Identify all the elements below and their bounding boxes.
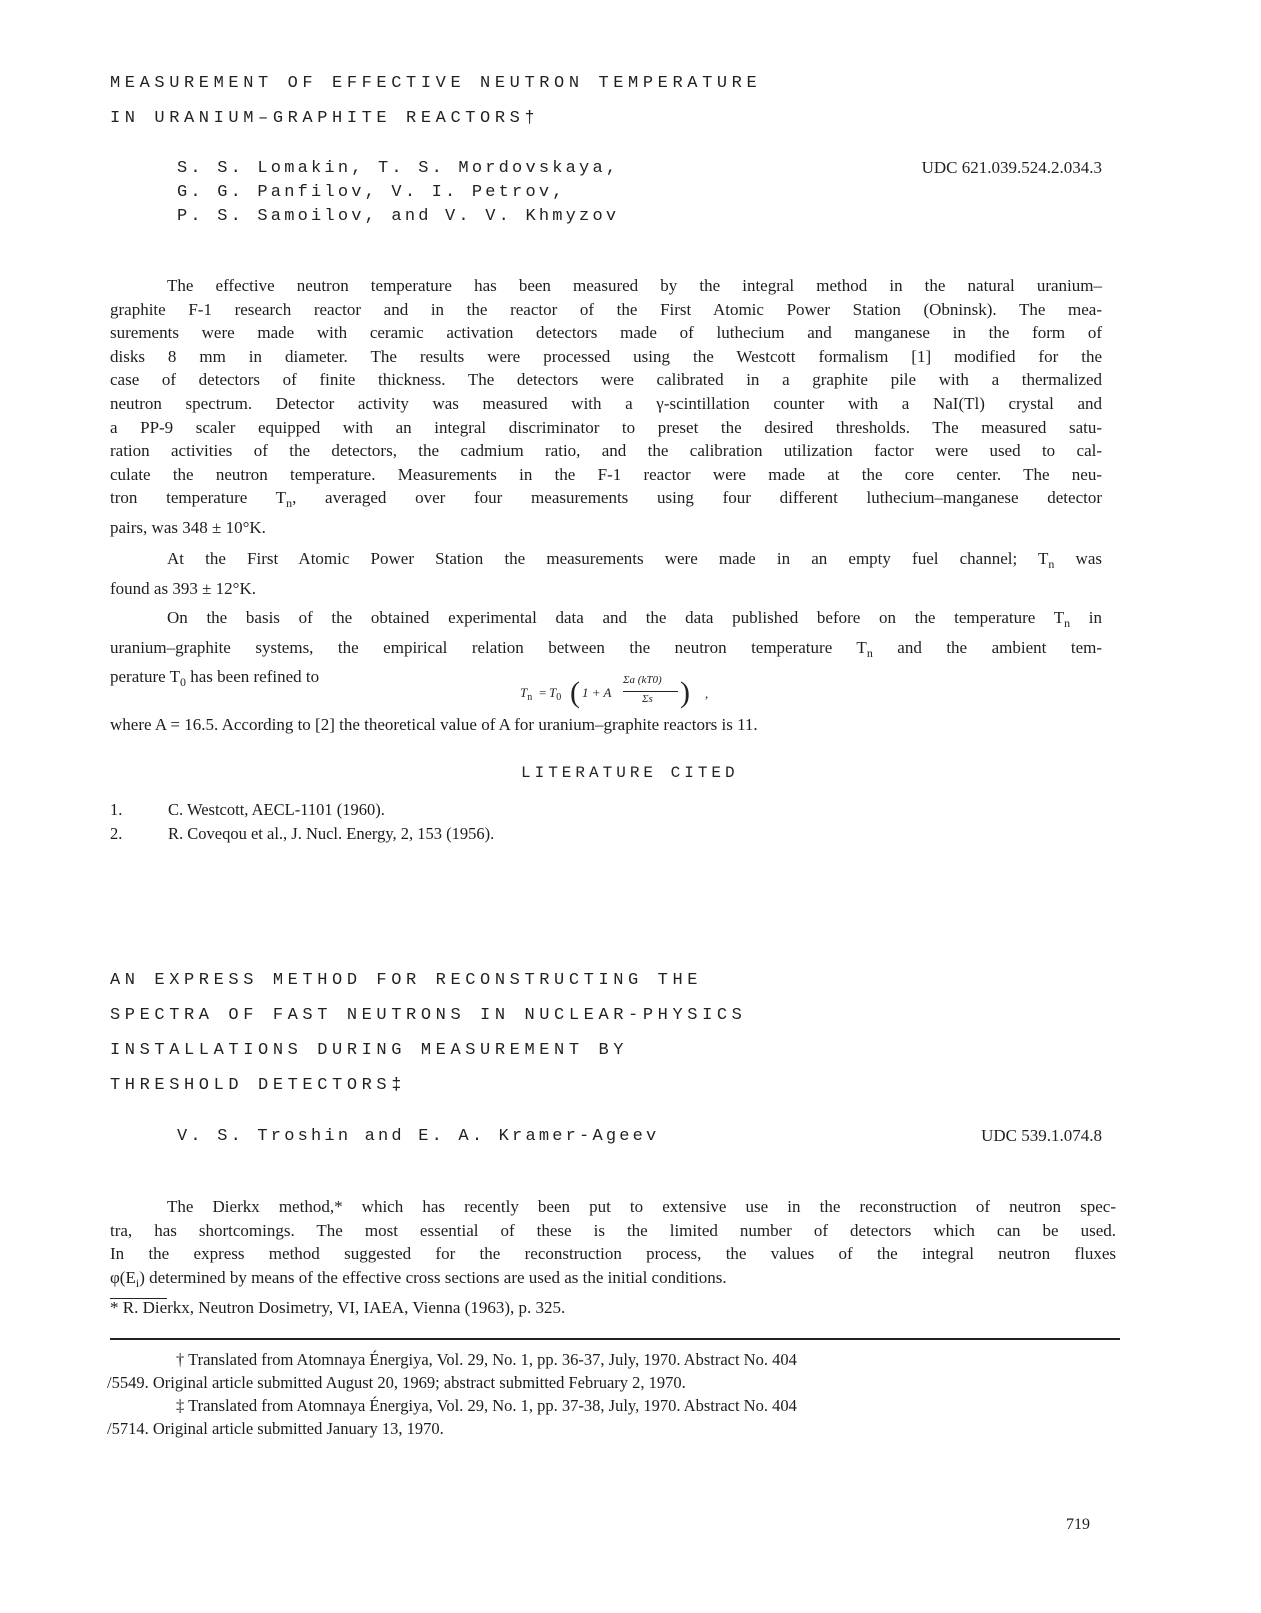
text-line: culate the neutron temperature. Measurements in the F-1 reactor were made at the core center. The neu-	[110, 464, 1102, 484]
subscript: 0	[180, 675, 187, 690]
text-line	[110, 547, 1102, 577]
text-line: case of detectors of finite thickness. The detectors were calibrated in a graphite pile with a thermalized	[110, 370, 1102, 390]
subscript: n	[286, 496, 293, 511]
text-line: tra, has shortcomings. The most essential of these is the limited number of detectors which can be used.	[110, 1220, 1116, 1240]
article2-authors: V. S. Troshin and E. A. Kramer-Ageev	[177, 1127, 660, 1146]
formula-rhs-t: $T_0$	[549, 685, 562, 703]
article2-udc: UDC 539.1.074.8	[981, 1126, 1102, 1145]
text-line: surements were made with ceramic activation detectors made of luthecium and manganese in the form of	[110, 323, 1102, 343]
subscript: n	[1064, 616, 1071, 630]
text-line: neutron spectrum. Detector activity was measured with a γ-scintillation counter with a NaI(Tl) crystal and	[110, 393, 1102, 413]
article1-title-line1: MEASUREMENT OF EFFECTIVE NEUTRON TEMPERATURE	[110, 74, 762, 93]
footnote-ddagger-line2: /5714. Original article submitted January 13, 1970.	[107, 1419, 444, 1438]
formula-lhs-subscript: n	[527, 692, 533, 703]
text-line: The Dierkx method,* which has recently been put to extensive use in the reconstruction of neutron spec-	[167, 1197, 1116, 1216]
text-line: ration activities of the detectors, the cadmium ratio, and the calibration utilization factor were used to cal-	[110, 441, 1102, 461]
text-line	[110, 636, 1102, 666]
article1-udc: UDC 621.039.524.2.034.3	[921, 158, 1102, 177]
text-run: in	[1070, 608, 1102, 627]
text-line	[110, 606, 1102, 636]
reference-text: C. Westcott, AECL-1101 (1960).	[168, 800, 385, 819]
reference-number: 2.	[110, 824, 123, 843]
article2-footnote-star: * R. Dierkx, Neutron Dosimetry, VI, IAEA, Vienna (1963), p. 325.	[110, 1298, 566, 1317]
formula-fraction-bar	[623, 691, 678, 692]
formula-open-paren: (	[570, 676, 580, 709]
subscript: n	[1048, 557, 1055, 571]
article2-paragraph-1	[110, 1195, 1116, 1295]
article1-paragraph-3	[110, 606, 1102, 695]
footnote-ddagger-line1: ‡ Translated from Atomnaya Énergiya, Vol. 29, No. 1, pp. 37-38, July, 1970. Abstract No. 404	[176, 1396, 797, 1415]
reference-list	[110, 798, 810, 848]
text-line: found as 393 ± 12°K.	[110, 578, 256, 598]
text-line	[110, 486, 1102, 516]
text-run: perature T	[110, 667, 181, 687]
article2-title-line3: INSTALLATIONS DURING MEASUREMENT BY	[110, 1041, 629, 1060]
article1-paragraph-4: where A = 16.5. According to [2] the theoretical value of A for uranium–graphite reactors is 11.	[110, 715, 758, 734]
text-line: graphite F-1 research reactor and in the reactor of the First Atomic Power Station (Obninsk). The mea-	[110, 299, 1102, 319]
text-run: φ(E	[110, 1267, 136, 1287]
text-run: and the ambient tem-	[872, 637, 1102, 657]
text-line: The effective neutron temperature has been measured by the integral method in the natural uranium–	[167, 276, 1102, 295]
reference-text: R. Coveqou et al., J. Nucl. Energy, 2, 153 (1956).	[168, 824, 495, 843]
author-line: P. S. Samoilov, and V. V. Khmyzov	[177, 207, 620, 226]
page-footnotes	[107, 1348, 1110, 1442]
article1-paragraph-2	[110, 547, 1102, 600]
text-line: pairs, was 348 ± 10°K.	[110, 517, 266, 537]
literature-cited-heading: LITERATURE CITED	[521, 764, 739, 782]
subscript: n	[866, 645, 873, 660]
text-run: , averaged over four measurements using four different luthecium–manganese detector	[292, 488, 1102, 508]
text-line: a PP-9 scaler equipped with an integral discriminator to preset the desired thresholds. The measured satu-	[110, 417, 1102, 437]
article2-title-line2: SPECTRA OF FAST NEUTRONS IN NUCLEAR-PHYSICS	[110, 1006, 747, 1025]
footnote-separator	[110, 1338, 1120, 1340]
reference-item	[110, 822, 810, 846]
article1-authors	[177, 157, 619, 229]
article1-title-line2: IN URANIUM–GRAPHITE REACTORS†	[110, 109, 540, 128]
footnote-dagger-line2: /5549. Original article submitted August 20, 1969; abstract submitted February 2, 1970.	[107, 1373, 686, 1392]
formula-one-plus-a: 1 + A	[582, 685, 612, 700]
footnote-dagger-line1: † Translated from Atomnaya Énergiya, Vol. 29, No. 1, pp. 36-37, July, 1970. Abstract No. 404	[176, 1350, 797, 1369]
text-run: At the First Atomic Power Station the measurements were made in an empty fuel channel; T	[167, 549, 1049, 568]
text-run: ) determined by means of the effective cross sections are used as the initial conditions.	[139, 1267, 727, 1287]
author-line: S. S. Lomakin, T. S. Mordovskaya,	[177, 159, 620, 178]
formula-close-paren: )	[680, 676, 690, 709]
formula-denominator: Σs	[642, 693, 653, 705]
author-line: G. G. Panfilov, V. I. Petrov,	[177, 183, 566, 202]
formula-rhs-subscript: 0	[556, 692, 562, 703]
reference-item	[110, 798, 810, 822]
formula-comma: ,	[705, 686, 709, 701]
reference-number: 1.	[110, 800, 123, 819]
text-line: disks 8 mm in diameter. The results were processed using the Westcott formalism [1] modified for the	[110, 346, 1102, 366]
subscript: i	[135, 1275, 140, 1290]
page-number: 719	[1066, 1516, 1090, 1533]
formula-equals: =	[539, 685, 547, 700]
text-run: On the basis of the obtained experimental data and the data published before on the temperature T	[167, 608, 1065, 627]
text-run: uranium–graphite systems, the empirical relation between the neutron temperature T	[110, 637, 867, 657]
article1-paragraph-1	[110, 274, 1102, 540]
formula-numerator: Σa (kT0)	[623, 674, 662, 686]
article2-title-line4: THRESHOLD DETECTORS‡	[110, 1076, 407, 1095]
formula-lhs: $T_n$	[520, 685, 533, 703]
text-line	[110, 1266, 1116, 1296]
text-run: was	[1054, 549, 1102, 568]
text-line: In the express method suggested for the reconstruction process, the values of the integral neutron fluxes	[110, 1244, 1116, 1264]
article2-title-line1: AN EXPRESS METHOD FOR RECONSTRUCTING THE	[110, 971, 703, 990]
text-run: tron temperature T	[110, 488, 287, 508]
text-run: has been refined to	[186, 667, 320, 687]
